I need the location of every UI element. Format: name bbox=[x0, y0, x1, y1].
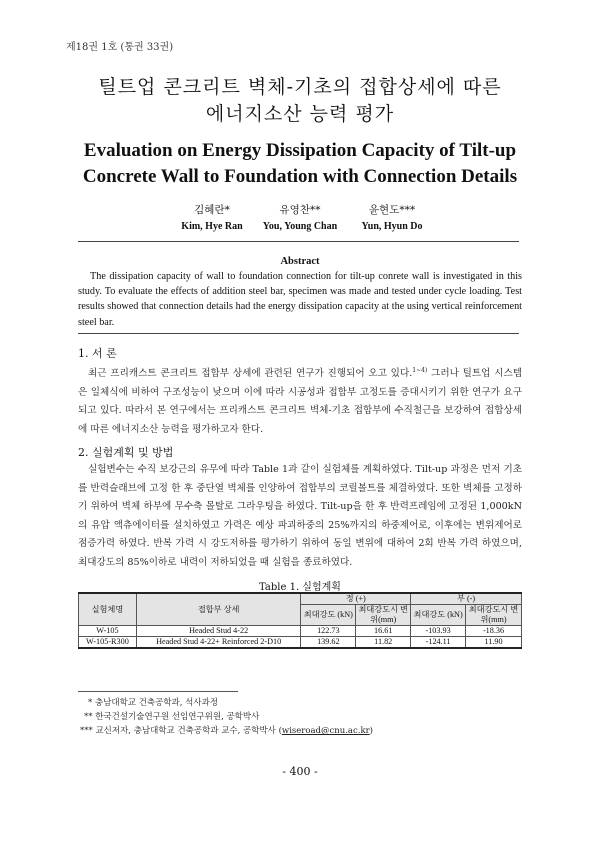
cell-specimen: W-105 bbox=[79, 626, 137, 637]
header-neg-displacement: 최대강도시 변위(mm) bbox=[466, 605, 522, 626]
header-negative: 부 (-) bbox=[411, 593, 522, 605]
cell-specimen: W-105-R300 bbox=[79, 637, 137, 649]
header-pos-displacement: 최대강도시 변위(mm) bbox=[356, 605, 411, 626]
cell-value: -124.11 bbox=[411, 637, 466, 649]
cell-value: 16.61 bbox=[356, 626, 411, 637]
title-english-line-1: Evaluation on Energy Dissipation Capacity of Tilt-up bbox=[83, 140, 517, 161]
title-korean-line-2: 에너지소산 능력 평가 bbox=[205, 103, 395, 125]
author-2-korean: 유영찬** bbox=[279, 204, 321, 216]
header-neg-max-strength: 최대강도 (kN) bbox=[411, 605, 466, 626]
cell-value: -18.36 bbox=[466, 626, 522, 637]
journal-header: 제18권 1호 (통권 33권) bbox=[66, 42, 174, 53]
section-2-title: 2. 실험계획 및 방법 bbox=[78, 446, 174, 459]
footnote-divider bbox=[78, 691, 238, 692]
section-1-text-end: 그러나 틸트업 시스템은 일체식에 비하여 구조성능이 낮으며 이에 따라 시공성과 접합부 고정도를 증대시키기 위한 연구가 요구되고 있다. 따라서 본 연구에서는 프리캐스트 콘크리트 벽체-기초 접합부에 수직철근을 보강하여 접합상세에 따른 에너지소산 능력을 평가하고자 한다. bbox=[78, 368, 522, 435]
title-english-line-2: Concrete Wall to Foundation with Connection Details bbox=[82, 166, 518, 187]
divider-abstract bbox=[78, 333, 519, 334]
header-connection-detail: 접합부 상세 bbox=[136, 593, 301, 626]
footnote-1: * 충남대학교 건축공학과, 석사과정 bbox=[88, 698, 219, 708]
cell-value: 11.90 bbox=[466, 637, 522, 649]
table-row bbox=[79, 637, 522, 649]
abstract-title: Abstract bbox=[280, 256, 320, 267]
header-pos-max-strength: 최대강도 (kN) bbox=[301, 605, 356, 626]
experiment-table bbox=[78, 592, 522, 649]
author-3 bbox=[322, 203, 462, 234]
section-2-paragraph: 실험변수는 수직 보강근의 유무에 따라 Table 1과 같이 실험체를 계획하였다. Tilt-up 과정은 먼저 기초를 반력슬래브에 고정 한 후 중단열 벽체를 인양하여 접합부의 코릴볼트를 체결하였다. 또한 벽체를 고정하기 위하여 벽체 하부에 무수축 몰탈로 그라우팅을 하였다. Tilt-up을 한 후 반력프레임에 고정된 1,000kN의 유압 액츄에이터를 설치하였고 가력은 예상 파괴하중의 25%까지의 하중제어로, 이후에는 변위제어로 점증가력 하였다. 반복 가력 시 강도저하를 평가하기 위하여 동일 변위에 대하여 2회 반복 가력 하였으며, 최대강도의 85%이하로 내력이 저하되었을 때 실험을 종료하였다. bbox=[78, 464, 522, 568]
divider-top bbox=[78, 241, 519, 242]
header-positive: 정 (+) bbox=[301, 593, 411, 605]
section-1-title: 1. 서 론 bbox=[78, 347, 117, 360]
table-header-row-1 bbox=[79, 593, 522, 605]
author-1-english: Kim, Hye Ran bbox=[181, 221, 243, 232]
section-1-paragraph bbox=[78, 362, 522, 440]
author-3-korean: 윤현도*** bbox=[368, 204, 416, 216]
header-specimen: 실험체명 bbox=[79, 593, 137, 626]
cell-value: 11.82 bbox=[356, 637, 411, 649]
cell-value: 139.62 bbox=[301, 637, 356, 649]
cell-value: 122.73 bbox=[301, 626, 356, 637]
abstract-text: The dissipation capacity of wall to foundation connection for tilt-up conrete wall is investigated in this study. To evaluate the effects of addition steel bar, specimen was made and tested under cycle loading. Test results showed that connection details had the energy dissipation capacity at the using vertical reinforcement steel bar. bbox=[78, 271, 522, 328]
table-caption: Table 1. 실험계획 bbox=[259, 582, 341, 593]
footnote-email-link[interactable]: wiseroad@cnu.ac.kr bbox=[281, 726, 370, 736]
author-1-korean: 김혜란* bbox=[194, 204, 230, 216]
footnote-2: ** 한국건설기술연구원 선임연구위원, 공학박사 bbox=[84, 712, 260, 722]
author-3-english: Yun, Hyun Do bbox=[361, 221, 423, 232]
citation-superscript: 1~4) bbox=[412, 367, 428, 374]
cell-detail: Headed Stud 4-22 bbox=[136, 626, 301, 637]
cell-value: -103.93 bbox=[411, 626, 466, 637]
author-2-english: You, Young Chan bbox=[262, 221, 338, 232]
title-korean-line-1: 틸트업 콘크리트 벽체-기초의 접합상세에 따른 bbox=[98, 76, 502, 98]
section-1-text-start: 최근 프리캐스트 콘크리트 접합부 상세에 관련된 연구가 진행되어 오고 있다. bbox=[88, 368, 413, 380]
page-number: - 400 - bbox=[282, 765, 318, 778]
table-row bbox=[79, 626, 522, 637]
footnote-3-text: *** 교신저자, 충남대학교 건축공학과 교수, 공학박사 bbox=[80, 726, 276, 736]
cell-detail: Headed Stud 4-22+ Reinforced 2-D10 bbox=[136, 637, 301, 649]
footnote-3: *** 교신저자, 충남대학교 건축공학과 교수, 공학박사 (wiseroad@cnu.ac.kr) bbox=[80, 726, 373, 736]
